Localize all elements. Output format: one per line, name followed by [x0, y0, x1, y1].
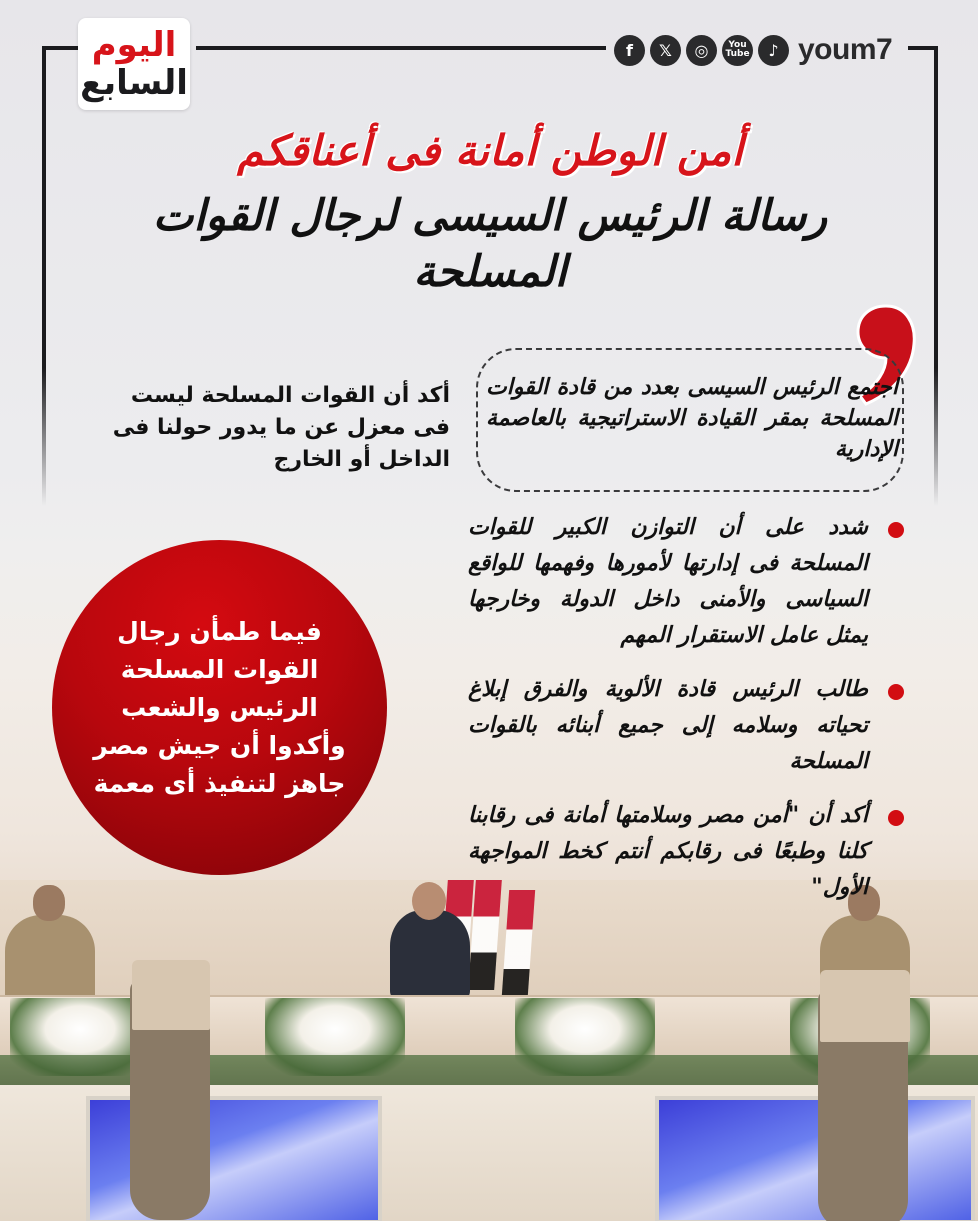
bullet-item	[468, 672, 908, 780]
bullet-text: شدد على أن التوازن الكبير للقوات المسلحة فى إدارتها لأمورها وفهمها للواقع السياسى والأمنى داخل الدولة وخارجها يمثل عامل الاستقرار المهم	[468, 515, 868, 648]
x-icon[interactable]: 𝕏	[650, 35, 681, 66]
meeting-photo	[0, 880, 978, 1221]
frame-left-line	[42, 46, 46, 506]
frame-top-middle-segment	[196, 46, 606, 50]
logo-line-2: السابع	[80, 63, 188, 103]
frame-right-line	[934, 46, 938, 506]
instagram-icon[interactable]: ◎	[686, 35, 717, 66]
headline-red: أمن الوطن أمانة فى أعناقكم	[237, 126, 743, 175]
bullet-text: أكد أن "أمن مصر وسلامتها أمانة فى رقابنا كلنا وطبعًا فى رقابكم أنتم كخط المواجهة الأول"	[468, 803, 868, 900]
bullet-dot-icon	[888, 522, 904, 538]
social-bar	[614, 30, 892, 70]
logo-line-1: اليوم	[91, 25, 177, 65]
bullet-list	[468, 510, 908, 924]
left-statement: أكد أن القوات المسلحة ليست فى معزل عن ما يدور حولنا فى الداخل أو الخارج	[112, 383, 450, 472]
presentation-screen-right	[655, 1096, 975, 1221]
youtube-icon[interactable]: You Tube	[722, 35, 753, 66]
quote-text: اجتمع الرئيس السيسى بعدد من قادة القوات المسلحة بمقر القيادة الاستراتيجية بالعاصمة الإدارية	[486, 375, 898, 462]
officer-figure-left	[5, 915, 95, 1005]
brand-name: youm7	[798, 33, 893, 66]
president-figure	[390, 910, 470, 1000]
highlight-circle	[52, 540, 387, 875]
facebook-icon[interactable]: f	[614, 35, 645, 66]
frame-top-left-segment	[42, 46, 82, 50]
officer-cap-right	[820, 970, 910, 1042]
bullet-dot-icon	[888, 684, 904, 700]
youm7-logo[interactable]	[78, 18, 190, 110]
bullet-text: طالب الرئيس قادة الألوية والفرق إبلاغ تحياته وسلامه إلى جميع أبنائه بالقوات المسلحة	[468, 677, 868, 774]
circle-text: فيما طمأن رجال القوات المسلحة الرئيس والشعب وأكدوا أن جيش مصر جاهز لتنفيذ أى معمة	[93, 616, 346, 798]
bullet-dot-icon	[888, 810, 904, 826]
bullet-item	[468, 510, 908, 654]
officer-cap-left	[132, 960, 210, 1030]
tiktok-icon[interactable]: ♪	[758, 35, 789, 66]
headline-black: رسالة الرئيس السيسى لرجال القوات المسلحة	[152, 191, 828, 297]
bullet-item	[468, 798, 908, 906]
